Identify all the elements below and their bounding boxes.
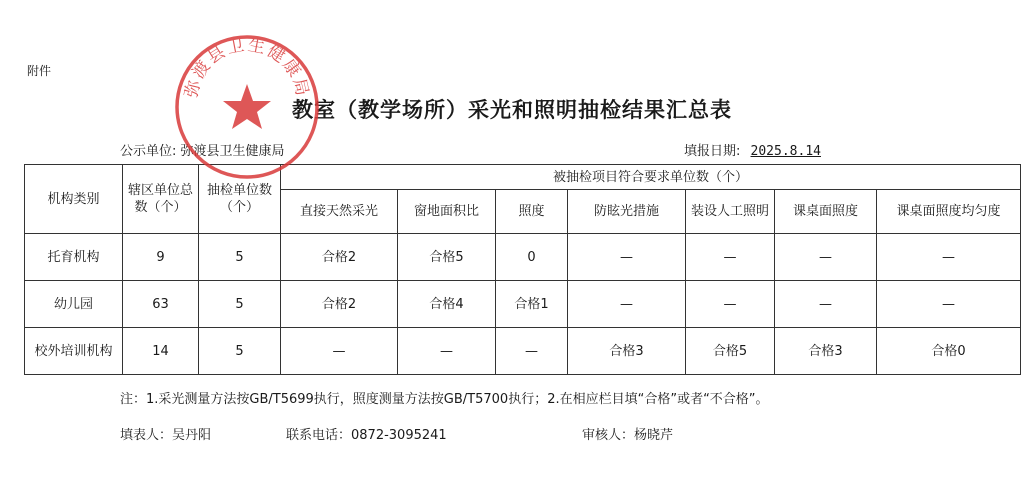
row-cell: — <box>686 234 775 281</box>
filler-line <box>120 424 211 443</box>
row-cell: — <box>496 328 568 375</box>
row-type: 托育机构 <box>25 234 123 281</box>
publisher-label: 公示单位: <box>120 144 177 159</box>
table-row <box>25 281 1021 328</box>
subheader-cell: 照度 <box>496 190 568 234</box>
row-cell: — <box>281 328 398 375</box>
row-cell: — <box>568 281 686 328</box>
publisher-value: 弥渡县卫生健康局 <box>180 144 285 159</box>
row-cell: — <box>775 281 877 328</box>
header-institution-type: 机构类别 <box>25 165 123 234</box>
row-cell: 合格2 <box>281 281 398 328</box>
results-table <box>24 164 1021 375</box>
phone-label: 联系电话： <box>286 428 352 443</box>
subheader-cell: 装设人工照明 <box>686 190 775 234</box>
filler-label: 填表人： <box>120 428 173 443</box>
row-sampled: 5 <box>199 281 281 328</box>
reviewer-label: 审核人： <box>582 428 635 443</box>
annex-label: 附件 <box>27 64 52 78</box>
subheader-cell: 课桌面照度均匀度 <box>877 190 1021 234</box>
row-type: 幼儿园 <box>25 281 123 328</box>
publisher-line <box>120 140 285 159</box>
row-cell: — <box>775 234 877 281</box>
subheader-cell: 课桌面照度 <box>775 190 877 234</box>
row-cell: 合格0 <box>877 328 1021 375</box>
subheader-cell: 防眩光措施 <box>568 190 686 234</box>
row-cell: 合格4 <box>398 281 496 328</box>
filler-name: 吴丹阳 <box>172 428 212 443</box>
fill-date-label: 填报日期: <box>684 144 741 159</box>
subheader-cell: 窗地面积比 <box>398 190 496 234</box>
table-row <box>25 234 1021 281</box>
seal-text: 弥渡县卫生健康局 <box>181 35 313 100</box>
subheader-cell: 直接天然采光 <box>281 190 398 234</box>
row-sampled: 5 <box>199 234 281 281</box>
svg-text:弥渡县卫生健康局 <box>182 35 313 99</box>
row-type: 校外培训机构 <box>25 328 123 375</box>
row-total: 9 <box>123 234 199 281</box>
table-row <box>25 328 1021 375</box>
row-cell: 合格3 <box>568 328 686 375</box>
header-sampled-units: 抽检单位数（个） <box>199 165 281 234</box>
row-sampled: 5 <box>199 328 281 375</box>
row-cell: 合格5 <box>398 234 496 281</box>
fill-date-value: 2025.8.14 <box>750 144 821 159</box>
row-cell: 合格5 <box>686 328 775 375</box>
phone-line <box>286 424 447 443</box>
row-cell: 0 <box>496 234 568 281</box>
row-cell: — <box>398 328 496 375</box>
header-compliance-group: 被抽检项目符合要求单位数（个） <box>281 165 1021 190</box>
fill-date-line <box>684 140 821 159</box>
phone-number: 0872-3095241 <box>351 428 447 443</box>
row-cell: 合格3 <box>775 328 877 375</box>
row-cell: — <box>568 234 686 281</box>
page-title: 教室（教学场所）采光和照明抽检结果汇总表 <box>292 98 732 122</box>
reviewer-name: 杨晓芹 <box>634 428 674 443</box>
reviewer-line <box>582 424 673 443</box>
row-cell: 合格1 <box>496 281 568 328</box>
footnote: 注：1.采光测量方法按GB/T5699执行，照度测量方法按GB/T5700执行；2.在相应栏目填“合格”或者“不合格”。 <box>120 392 769 407</box>
header-total-units: 辖区单位总数（个） <box>123 165 199 234</box>
header-row-1 <box>25 165 1021 190</box>
row-cell: — <box>877 234 1021 281</box>
row-cell: — <box>877 281 1021 328</box>
row-total: 63 <box>123 281 199 328</box>
row-cell: — <box>686 281 775 328</box>
row-total: 14 <box>123 328 199 375</box>
row-cell: 合格2 <box>281 234 398 281</box>
